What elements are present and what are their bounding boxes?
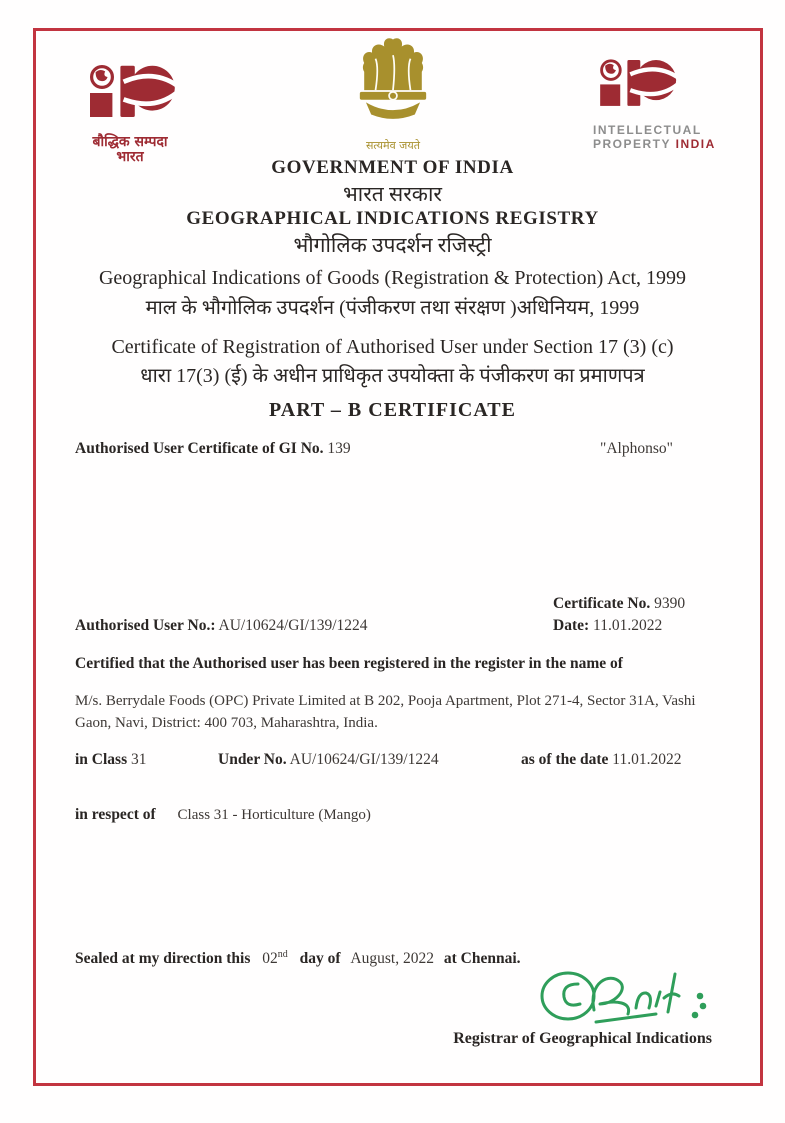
- as-of-date-value: 11.01.2022: [612, 751, 682, 768]
- act-title: Geographical Indications of Goods (Registration & Protection) Act, 1999: [98, 267, 687, 289]
- class-line: [75, 751, 147, 769]
- ip-monogram-icon: [82, 117, 178, 134]
- authorised-user-number-label: Authorised User No.:: [75, 617, 216, 634]
- authorised-user-number-value: AU/10624/GI/139/1224: [218, 617, 368, 634]
- sealed-day: 02nd: [262, 949, 288, 968]
- certificate-number-value: 9390: [654, 595, 686, 612]
- under-number-value: AU/10624/GI/139/1224: [289, 751, 439, 768]
- respect-value: Class 31 - Horticulture (Mango): [177, 807, 371, 823]
- registrar-title: Registrar of Geographical Indications: [453, 1030, 712, 1047]
- certificate-title-hindi: धारा 17(3) (ई) के अधीन प्राधिकृत उपयोक्ता के पंजीकरण का प्रमाणपत्र: [140, 365, 645, 387]
- ip-india-logo-hindi: [70, 64, 190, 165]
- sealed-mid: day of: [299, 950, 341, 968]
- ip-monogram-icon: [593, 105, 679, 122]
- ip-india-logo-english: [593, 58, 733, 151]
- sealed-day-ordinal: nd: [277, 949, 288, 960]
- gi-name: "Alphonso": [600, 440, 673, 457]
- part-b-title: PART – B CERTIFICATE: [269, 399, 516, 421]
- respect-line: [75, 806, 371, 824]
- registry-title-hindi: भौगोलिक उपदर्शन रजिस्ट्री: [293, 233, 492, 257]
- emblem-motto: सत्यमेव जयते: [365, 139, 420, 152]
- gi-number-label: Authorised User Certificate of GI No.: [75, 440, 324, 457]
- certificate-number-line: [553, 595, 685, 613]
- ip-logo-en-india: INDIA: [675, 137, 716, 151]
- respect-label: in respect of: [75, 806, 156, 823]
- sealed-prefix: Sealed at my direction this: [75, 950, 251, 968]
- gi-number-value: 139: [327, 440, 351, 457]
- registry-title: GEOGRAPHICAL INDICATIONS REGISTRY: [186, 208, 599, 229]
- certificate-title: Certificate of Registration of Authorised User under Section 17 (3) (c): [111, 336, 674, 358]
- date-label: Date:: [553, 617, 590, 634]
- government-of-india-hindi: भारत सरकार: [343, 182, 442, 206]
- sealed-date: August, 2022: [350, 950, 434, 968]
- ip-logo-en-property: PROPERTY: [593, 137, 671, 151]
- ip-logo-en-line1: INTELLECTUAL: [593, 123, 702, 137]
- sealed-line: [75, 949, 521, 968]
- sealed-suffix: at Chennai.: [443, 950, 521, 968]
- as-of-date-line: [521, 751, 681, 769]
- authorised-user-number-line: [75, 617, 368, 635]
- act-title-hindi: माल के भौगोलिक उपदर्शन (पंजीकरण तथा संरक्षण )अधिनियम, 1999: [145, 297, 640, 319]
- date-line: [553, 617, 662, 635]
- holder-details: M/s. Berrydale Foods (OPC) Private Limited at B 202, Pooja Apartment, Plot 271-4, Sector 31A, Vashi Gaon, Navi, District: 400 703, Maharashtra, India.: [75, 693, 696, 731]
- class-value: 31: [131, 751, 147, 768]
- gi-number-line: [75, 440, 351, 458]
- certificate-number-label: Certificate No.: [553, 595, 651, 612]
- class-label: in Class: [75, 751, 128, 768]
- ashoka-lion-capital-icon: [348, 119, 438, 136]
- certified-statement: Certified that the Authorised user has been registered in the register in the name of: [75, 655, 623, 672]
- ip-logo-en-line2: [593, 137, 733, 151]
- national-emblem: [337, 36, 449, 153]
- under-number-label: Under No.: [218, 751, 287, 768]
- government-of-india-title: GOVERNMENT OF INDIA: [271, 157, 514, 178]
- under-number-line: [218, 751, 439, 769]
- date-value: 11.01.2022: [593, 617, 663, 634]
- ip-logo-hindi-line2: भारत: [116, 149, 144, 165]
- registrar-signature: [538, 958, 728, 1028]
- as-of-date-label: as of the date: [521, 751, 609, 768]
- ip-logo-hindi-line1: बौद्धिक सम्पदा: [92, 134, 168, 150]
